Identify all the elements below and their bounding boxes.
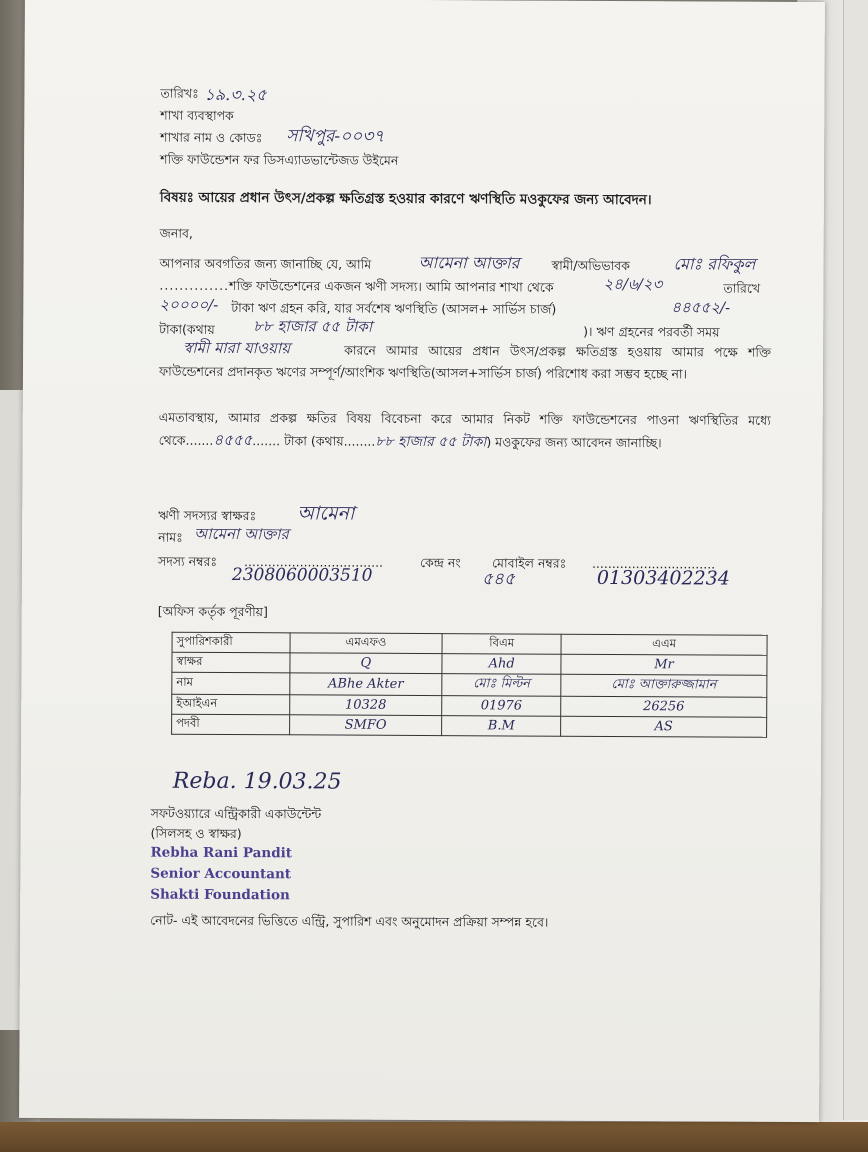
member-signature-label: ঋণী সদস্যর স্বাক্ষরঃ (158, 507, 257, 524)
column-header: এমএফও (290, 633, 443, 654)
background-desk-bottom (0, 1122, 868, 1152)
para1-text-8: কারনে আমার আয়ের প্রধান উৎস/প্রকল্প ক্ষতিগ্রস্ত হওয়ায় আমার পক্ষে শক্তি ফাউন্ডেশনের প্রদানকৃত ঋণের সম্পূর্ণ/আংশিক ঋণস্থিতি(আসল+সার্ভিস চার্জ) পরিশোধ করা সম্ভব হচ্ছে না। (158, 342, 772, 382)
date-value: ১৯.৩.২৫ (204, 84, 267, 105)
column-header: সুপারিশকারী (172, 632, 290, 653)
para1-text-7: )। ঋণ গ্রহনের পরবর্তী সময় (583, 323, 720, 340)
member-name-handwritten: আমেনা আক্তার (418, 252, 520, 273)
stamp-title: Senior Accountant (150, 865, 292, 883)
date-label: তারিখঃ (160, 85, 199, 101)
para2-text-1: এমতাবস্থায়, আমার প্রকল্প ক্ষতির বিষয় বিবেচনা করে আমার নিকট শক্তি ফাউন্ডেশনের পাওনা ঋণস্থিতির মধ্যে থেকে.......৪৫৫৫....... টাকা (কথায়........৮৮ হাজার ৫৫ টাকা) মওকুফের জন্য আবেদন জানাচ্ছি। (158, 409, 771, 451)
para1-text-2: স্বামী/অভিভাবক (551, 257, 630, 274)
para1-text-6: টাকা(কথায় (159, 321, 215, 337)
background-sheet-right-edge (843, 0, 868, 1120)
salutation: জনাব, (159, 225, 193, 241)
footer-note: নোট- এই আবেদনের ভিত্তিতে এন্ট্রি, সুপারিশ এবং অনুমোদন প্রক্রিয়া সম্পন্ন হবে। (150, 912, 549, 930)
balance-words-handwritten: ৮৮ হাজার ৫৫ টাকা (253, 317, 373, 336)
table-cell: 26256 (561, 696, 767, 717)
table-cell: ABhe Akter (289, 673, 442, 696)
reason-handwritten: স্বামী মারা যাওয়ায় (183, 338, 291, 358)
table-cell: মোঃ আক্তারুজ্জামান (561, 674, 767, 697)
para1-text-4: তারিখে (723, 280, 761, 296)
row-label: নাম (172, 672, 290, 695)
loan-date-handwritten: ২৪/৬/২৩ (603, 274, 663, 294)
office-heading: [অফিস কর্তৃক পূরণীয়] (157, 603, 269, 620)
para1-text-3: ..............শক্তি ফাউন্ডেশনের একজন ঋণী সদস্য। আমি আপনার শাখা থেকে (159, 277, 554, 295)
table-row (172, 672, 767, 697)
table-cell: 01976 (442, 696, 561, 717)
column-header: বিএম (442, 634, 561, 655)
member-number-label: সদস্য নম্বরঃ (157, 553, 218, 569)
member-name-label: নামঃ (158, 529, 183, 545)
member-name-value: আমেনা আক্তার (194, 524, 289, 544)
row-label: পদবী (172, 714, 290, 735)
table-cell: Mr (561, 654, 767, 675)
loan-amount-handwritten: ২০০০০/- (159, 295, 219, 314)
member-signature: আমেনা (297, 502, 355, 525)
row-label: স্বাক্ষর (172, 652, 290, 673)
accountant-signature: Reba. 19.03.25 (172, 768, 342, 795)
office-approval-table (171, 632, 768, 738)
column-header: এএম (561, 634, 767, 655)
organization-line: শক্তি ফাউন্ডেশন ফর ডিসএ্যাডভান্টেজড উইমেন (160, 151, 399, 168)
dots-1: ................................... (243, 554, 384, 570)
application-form-page (19, 0, 825, 1122)
table-cell: B.M (442, 716, 561, 737)
branch-manager: শাখা ব্যবস্থাপক (160, 107, 234, 124)
center-label: কেন্দ্র নং (419, 554, 461, 571)
table-cell: SMFO (289, 715, 442, 736)
table-cell: মোঃ মিল্টন (442, 674, 561, 697)
member-number-value: 2308060003510 (231, 565, 373, 586)
stamp-org: Shakti Foundation (150, 886, 290, 904)
balance-handwritten: ৪৪৫৫২/- (671, 298, 731, 317)
row-label: ইআইএন (172, 694, 290, 715)
accountant-stamp (150, 843, 292, 907)
table-cell: AS (561, 716, 767, 737)
guardian-name-handwritten: মোঃ রফিকুল (673, 254, 756, 274)
mobile-number-value: 01303402234 (596, 566, 730, 590)
branch-value: সখিপুর-০০৩৭ (286, 126, 385, 147)
subject-line: বিষয়ঃ আয়ের প্রধান উৎস/প্রকল্প ক্ষতিগ্রস্ত হওয়ার কারণে ঋণস্থিতি মওকুফের জন্য আবেদন। (159, 189, 652, 209)
table-row (172, 714, 767, 737)
para1-text-5: টাকা ঋণ গ্রহন করি, যার সর্বশেষ ঋণস্থিতি (আসল+ সার্ভিস চার্জ) (231, 299, 557, 317)
dots-2: ............................... (591, 555, 716, 572)
center-number-value: ৫৪৫ (481, 569, 516, 590)
mobile-label: মোবাইল নম্বরঃ (491, 555, 567, 571)
accountant-title: সফটওয়্যারে এন্ট্রিকারী একাউন্টেন্ট (150, 805, 322, 822)
stamp-name: Rebha Rani Pandit (150, 844, 293, 862)
table-cell: Q (290, 653, 443, 674)
table-cell: Ahd (442, 654, 561, 675)
table-cell: 10328 (289, 695, 442, 716)
para1-text-1: আপনার অবগতির জন্য জানাচ্ছি যে, আমি (159, 255, 372, 272)
accountant-note: (সিলসহ ও স্বাক্ষর) (150, 825, 242, 842)
branch-label: শাখার নাম ও কোডঃ (160, 129, 263, 146)
